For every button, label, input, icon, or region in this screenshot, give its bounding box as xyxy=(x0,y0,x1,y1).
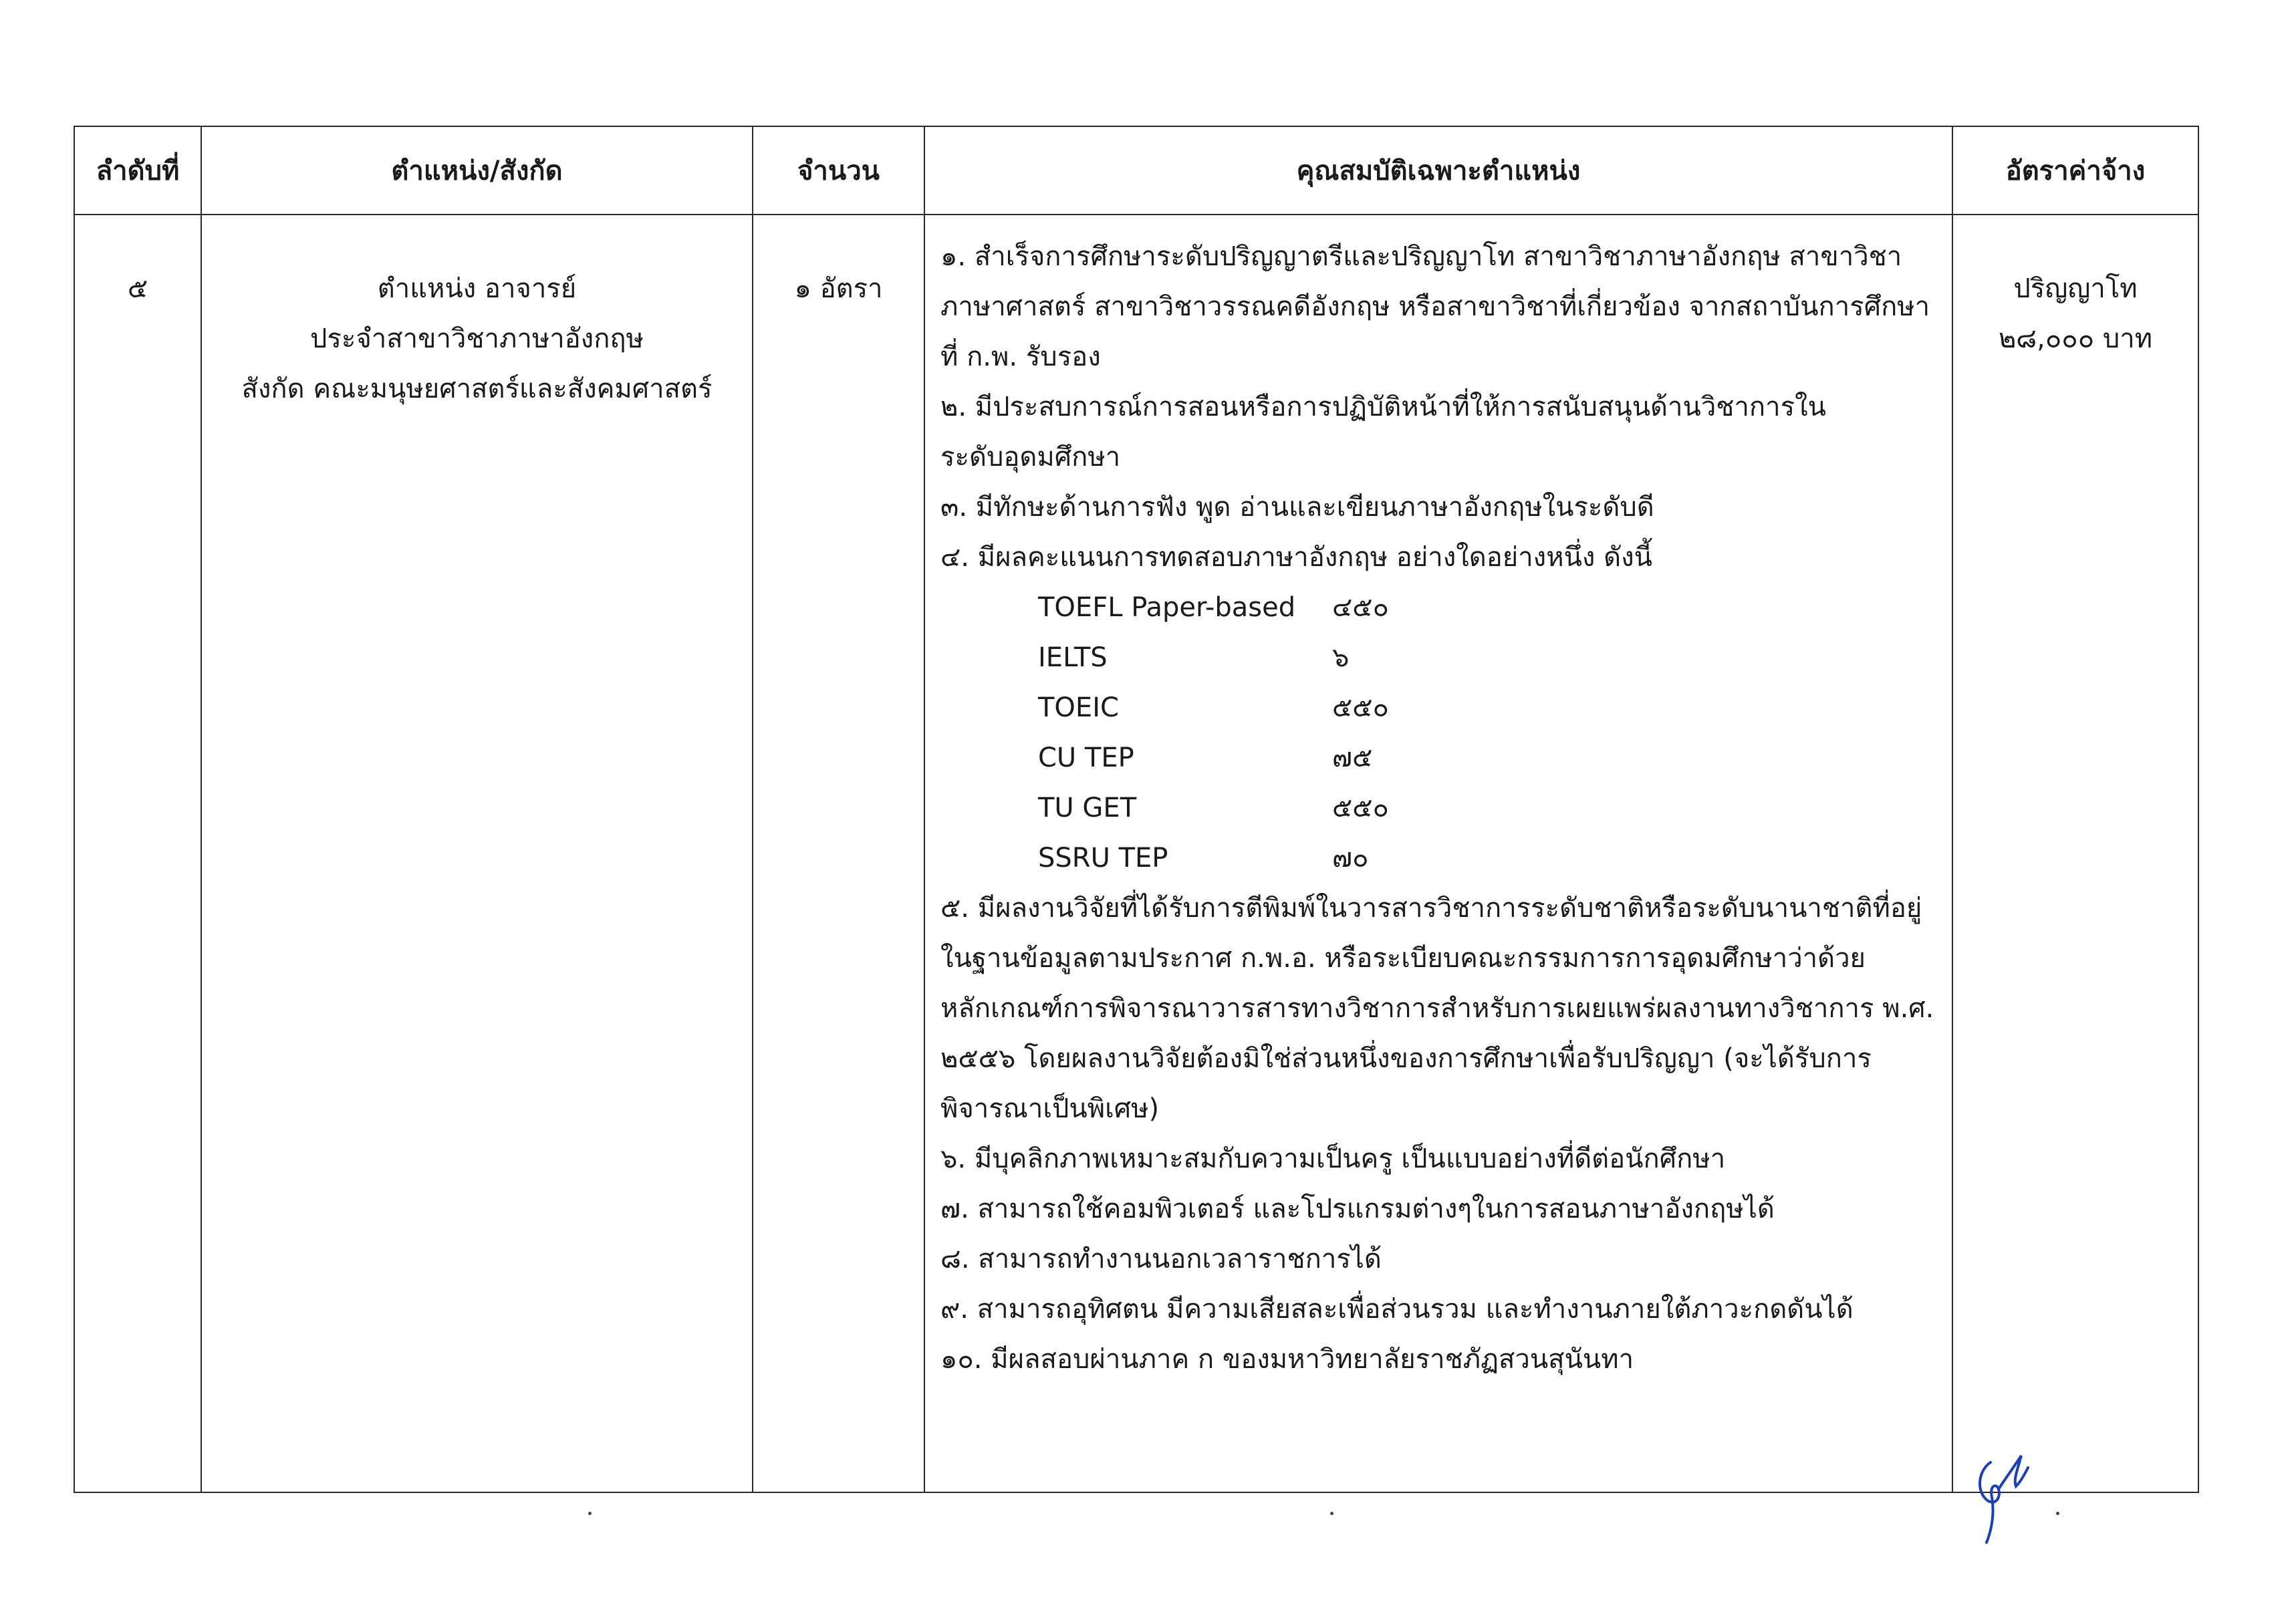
scan-speck xyxy=(2056,1512,2059,1515)
qualification-line: ระดับอุดมศึกษา xyxy=(940,442,1121,473)
score-value: ๖ xyxy=(1332,642,1350,673)
rate-cell xyxy=(1952,215,2198,1492)
score-test: TU GET xyxy=(1038,793,1137,823)
qualification-line: ๑. สำเร็จการศึกษาระดับปริญญาตรีและปริญญาโท สาขาวิชาภาษาอังกฤษ สาขาวิชา xyxy=(940,241,1902,272)
amount-cell xyxy=(753,215,924,1492)
header-position: ตำแหน่ง/สังกัด xyxy=(201,126,753,215)
qualification-line: ๘. สามารถทำงานนอกเวลาราชการได้ xyxy=(940,1244,1382,1274)
position-faculty: สังกัด คณะมนุษยศาสตร์และสังคมศาสตร์ xyxy=(241,374,713,404)
score-row xyxy=(940,833,1935,884)
score-row xyxy=(940,633,1935,683)
position-title: ตำแหน่ง อาจารย์ xyxy=(377,273,577,304)
score-test: CU TEP xyxy=(1038,743,1134,773)
qualification-line: ๕. มีผลงานวิจัยที่ได้รับการตีพิมพ์ในวารสารวิชาการระดับชาติหรือระดับนานาชาติที่อยู่ xyxy=(940,893,1922,924)
qualification-line: ๑๐. มีผลสอบผ่านภาค ก ของมหาวิทยาลัยราชภัฏสวนสุนันทา xyxy=(940,1344,1634,1375)
score-value: ๕๕๐ xyxy=(1332,692,1389,723)
score-test: IELTS xyxy=(1038,642,1108,673)
qualification-line: หลักเกณฑ์การพิจารณาวารสารทางวิชาการสำหรับการเผยแพร่ผลงานทางวิชาการ พ.ศ. xyxy=(940,993,1934,1024)
header-qualifications: คุณสมบัติเฉพาะตำแหน่ง xyxy=(924,126,1952,215)
qualification-line: ๒๕๕๖ โดยผลงานวิจัยต้องมิใช่ส่วนหนึ่งของการศึกษาเพื่อรับปริญญา (จะได้รับการ xyxy=(940,1043,1872,1074)
score-row xyxy=(940,583,1935,633)
qualifications-cell xyxy=(924,215,1952,1492)
position-branch: ประจำสาขาวิชาภาษาอังกฤษ xyxy=(309,323,644,354)
scan-speck xyxy=(588,1512,592,1515)
score-test: TOEFL Paper-based xyxy=(1038,592,1296,623)
score-test: SSRU TEP xyxy=(1038,843,1168,874)
order-number: ๕ xyxy=(127,273,148,304)
scan-speck xyxy=(1330,1512,1333,1515)
score-value: ๗๐ xyxy=(1332,843,1369,874)
qualification-line: พิจารณาเป็นพิเศษ) xyxy=(940,1093,1160,1124)
signature-initials xyxy=(1972,1436,2032,1549)
score-value: ๗๕ xyxy=(1332,743,1373,773)
rate-degree: ปริญญาโท xyxy=(2013,273,2138,304)
qualification-line: ๙. สามารถอุทิศตน มีความเสียสละเพื่อส่วนรวม และทำงานภายใต้ภาวะกดดันได้ xyxy=(940,1294,1854,1325)
score-row xyxy=(940,733,1935,783)
score-test: TOEIC xyxy=(1038,692,1119,723)
position-cell xyxy=(201,215,753,1492)
score-value: ๔๕๐ xyxy=(1332,592,1389,623)
qualification-line: ๓. มีทักษะด้านการฟัง พูด อ่านและเขียนภาษาอังกฤษในระดับดี xyxy=(940,492,1654,523)
table-row xyxy=(74,215,2198,1492)
qualification-line: ๖. มีบุคลิกภาพเหมาะสมกับความเป็นครู เป็นแบบอย่างที่ดีต่อนักศึกษา xyxy=(940,1144,1726,1174)
score-row xyxy=(940,783,1935,833)
score-value: ๕๕๐ xyxy=(1332,793,1389,823)
table-header-row xyxy=(74,126,2198,215)
header-rate: อัตราค่าจ้าง xyxy=(1952,126,2198,215)
qualification-line: ๔. มีผลคะแนนการทดสอบภาษาอังกฤษ อย่างใดอย่างหนึ่ง ดังนี้ xyxy=(940,542,1653,573)
order-cell xyxy=(74,215,201,1492)
qualification-line: ที่ ก.พ. รับรอง xyxy=(940,342,1101,372)
score-row xyxy=(940,683,1935,733)
header-order: ลำดับที่ xyxy=(74,126,201,215)
job-qualification-table xyxy=(74,126,2199,1493)
header-amount: จำนวน xyxy=(753,126,924,215)
qualifications-list xyxy=(926,216,1951,1385)
qualification-line: ๒. มีประสบการณ์การสอนหรือการปฏิบัติหน้าที่ให้การสนับสนุนด้านวิชาการใน xyxy=(940,392,1826,422)
qualification-line: ในฐานข้อมูลตามประกาศ ก.พ.อ. หรือระเบียบคณะกรรมการการอุดมศึกษาว่าด้วย xyxy=(940,943,1866,974)
qualification-line: ภาษาศาสตร์ สาขาวิชาวรรณคดีอังกฤษ หรือสาขาวิชาที่เกี่ยวข้อง จากสถาบันการศึกษา xyxy=(940,291,1930,322)
qualification-line: ๗. สามารถใช้คอมพิวเตอร์ และโปรแกรมต่างๆในการสอนภาษาอังกฤษได้ xyxy=(940,1194,1775,1224)
amount-value: ๑ อัตรา xyxy=(794,273,883,304)
rate-amount: ๒๘,๐๐๐ บาท xyxy=(1998,323,2153,354)
